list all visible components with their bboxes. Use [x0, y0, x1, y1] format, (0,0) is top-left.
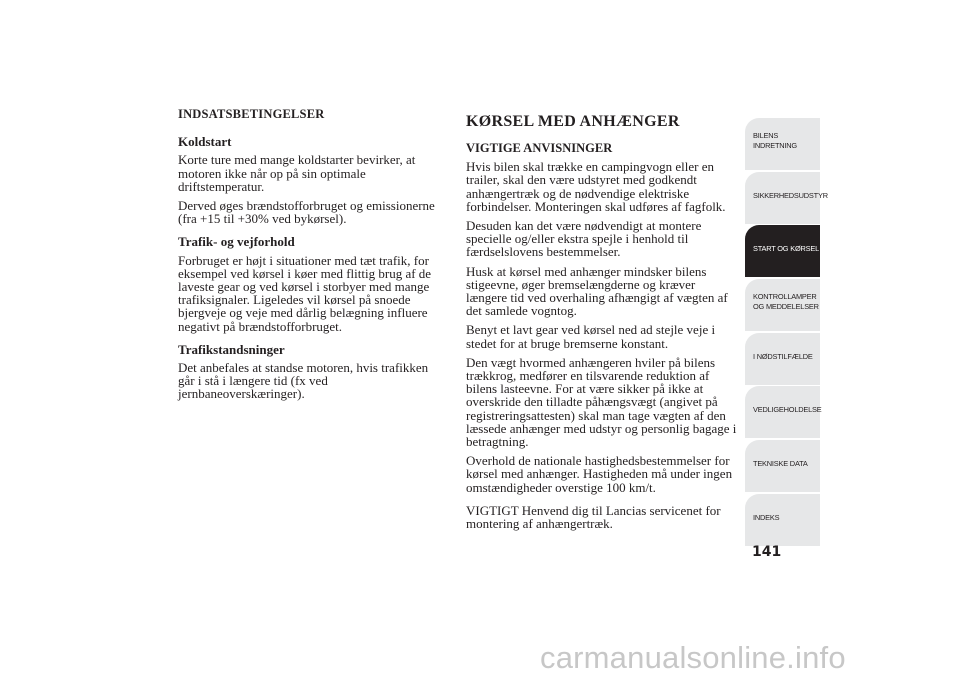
left-column: [178, 108, 448, 407]
tab-kontrollamper-og-meddelelser[interactable]: [745, 279, 820, 331]
tab-sikkerhedsudstyr[interactable]: [745, 172, 828, 224]
paragraph: Husk at kørsel med anhænger mindsker bilens stigeevne, øger bremselængderne og kræver længere tid ved overhaling afhængigt af vægten af det samlede vogntog.: [466, 263, 728, 319]
section-title-korsel-med-anhaenger: KØRSEL MED ANHÆNGER: [466, 113, 680, 130]
tab-label-line: BILENS: [753, 131, 779, 140]
tab-tekniske-data[interactable]: [745, 440, 820, 492]
important-note: VIGTIGT Henvend dig til Lancias servicenet for montering af anhængertræk.: [466, 502, 721, 532]
tab-label-line: INDEKS: [753, 512, 780, 522]
heading-koldstart: Koldstart: [178, 134, 232, 150]
paragraph: Det anbefales at standse motoren, hvis trafikken går i stå i længere tid (fx ved jernbaneoverskæringer).: [178, 360, 429, 402]
paragraph: Benyt et lavt gear ved kørsel ned ad stejle veje i stedet for at bruge bremserne konstant.: [466, 322, 716, 351]
paragraph: Desuden kan det være nødvendigt at montere specielle og/eller ekstra spejle i henhold til færdselslovens bestemmelser.: [466, 218, 702, 260]
paragraph: Forbruget er højt i situationer med tæt trafik, for eksempel ved kørsel i køer med flittig brug af de laveste gear og ved kørsel i storbyer med mange trafiksignaler. Ligeledes vil kørsel på snoede bjergveje og veje med dårlig belægning influere negativt på brændstofforbruget.: [178, 252, 432, 334]
tab-start-og-korsel[interactable]: [745, 225, 820, 277]
tab-label-line: OG MEDDELELSER: [753, 301, 819, 311]
chapter-tabs: [745, 118, 828, 548]
tab-label-line: START OG KØRSEL: [753, 244, 819, 254]
tab-label-line: I NØDSTILFÆLDE: [753, 351, 813, 361]
tab-indeks[interactable]: [745, 494, 820, 546]
tab-vedligeholdelse[interactable]: [745, 386, 820, 438]
tab-bilens-indretning[interactable]: [745, 118, 820, 170]
paragraph: Hvis bilen skal trække en campingvogn eller en trailer, skal den være udstyret med godkendt anhængertræk og de nødvendige elektriske forbindelser. Monteringen skal udføres af fagfolk.: [466, 159, 726, 214]
tab-label-line: TEKNISKE DATA: [753, 459, 808, 469]
section-title-indsatsbetingelser: INDSATSBETINGELSER: [178, 107, 325, 121]
paragraph: Derved øges brændstofforbruget og emissionerne (fra +15 til +30% ved bykørsel).: [178, 198, 435, 227]
paragraph: Den vægt hvormed anhængeren hviler på bilens trækkrog, medfører en tilsvarende reduktion af bilens lasteevne. For at være sikker på ikke at overskride den tilladte påhængsvægt (angivet på registreringsattesten) skal man tage vægten af den læssede anhænger med udstyr og personlig bagage i betragtning.: [466, 354, 737, 450]
tab-label-line: KONTROLLAMPER: [753, 292, 817, 302]
subtitle-vigtige-anvisninger: VIGTIGE ANVISNINGER: [466, 141, 613, 155]
paragraph: Overhold de nationale hastighedsbestemmelser for kørsel med anhænger. Hastigheden må under ingen omstændigheder overstige 100 km/t.: [466, 453, 733, 495]
right-column: [466, 113, 738, 536]
page-number: 141: [752, 544, 782, 560]
tab-label-line: INDRETNING: [753, 140, 797, 150]
watermark: carmanualsonline.info: [540, 640, 846, 675]
tab-i-nodstilfaelde[interactable]: [745, 333, 820, 385]
tab-label-line: SIKKERHEDSUDSTYR: [753, 190, 828, 200]
heading-trafikstandsninger: Trafikstandsninger: [178, 341, 285, 357]
paragraph: Korte ture med mange koldstarter bevirker, at motoren ikke når op på sin optimale driftstemperatur.: [178, 152, 416, 194]
tab-label-line: VEDLIGEHOLDELSE: [753, 405, 822, 415]
heading-trafik-og-vejforhold: Trafik- og vejforhold: [178, 234, 295, 250]
